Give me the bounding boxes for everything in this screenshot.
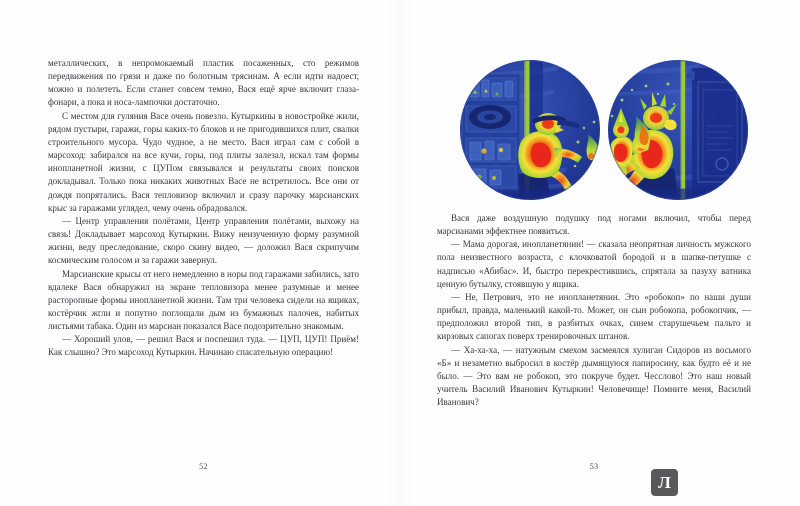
paragraph: Марсианские крысы от него немедленно в норы под гаражами забились, зато вдалеке Вася обнаружил на экране тепловизора менее разумные и менее расторопные формы инопланетной жизни. Там три человека сидели на ящиках, костёрчик жгли и попутно поглощали дым из бумажных палочек, набитых листьями табака. Один из марсиан показался Васе подозрительно знакомым. [48,268,359,332]
paragraph: — Мама дорогая, инопланетянин! — сказала неопрятная личность мужского пола неизвестного возраста, с клочковатой бородой и в шапке-петушке с надписью «Абибас». И, быстро перекрестившись, спрятала за пазуху ватника ценную бутылку, стоявшую у ящика. [437,239,751,289]
left-lens [460,56,604,204]
right-lens [604,56,748,204]
paragraph: С местом для гуляния Васе очень повезло. Кутыркины в новостройке жили, рядом пустыри, гаражи, горы каких-то блоков и не пригодившихся плит, свалки строительного мусора. Чудо чудное, а не место. Вася играл сам с собой в марсоход: забирался на все кучи, горы, под плиты залезал, искал там формы инопланетной жизни, с ЦУПом связывался и результаты своих поисков докладывал. Только пока никаких животных Васе не встретилось. Все они от дождя попрятались. Вася тепловизор включил и сразу парочку марсианских крыс за гаражами углядел, чему очень обрадовался. [48,110,359,213]
paragraph: — Центр управления полётами, Центр управления полётами, выхожу на связь! Докладывает марсоход Кутыркин. Вижу неизученную форму разумной жизни, веду преследование, скоро скину видео, — доложил Вася скрипучим космическим голосом и за гаражи завернул. [48,215,359,266]
page-number-left: 52 [199,462,208,471]
paragraph: — Хороший улов, — решил Вася и поспешил туда. — ЦУП, ЦУП! Приём! Как слышно? Это марсоход Кутыркин. Начинаю спасательную операцию! [48,334,359,358]
paragraph: — Ха-ха-ха, — натужным смехом засмеялся хулиган Сидоров из восьмого «Б» и незаметно выбросил в костёр дымящуюся папиросину, как будто её и не было. — Это вам не робокоп, это покруче будет. Чесслово! Это наш новый учитель Василий Иванович Кутыркин! Человечище! Помните меня, Василий Иванович? [437,344,751,408]
thermal-vision-illustration [460,56,748,204]
paragraph: — Не, Петрович, это не инопланетянин. Это «робокоп» по наши души прибыл, правда, маленький какой-то. Может, он сын робокопа, робокопчик, — предположил второй тип, в разбитых очках, синем старушечьем пальто и кирзовых сапогах поверх тренировочных штанов. [437,291,751,342]
paragraph: Вася даже воздушную подушку под ногами включил, чтобы перед марсианами эффектнее появиться. [437,213,751,237]
page-number-right: 53 [589,462,599,471]
paragraph: металлических, в непромокаемый пластик посаженных, сто режимов передвижения по грязи и даже по болотным трясинам. А если идти надоест, можно и полететь. Если станет совсем темно, Вася ещё ярче включит глаза-фонари, а пока и носа-лампочки достаточно. [48,58,359,108]
left-page-text-column [48,57,359,360]
publisher-logo: Л [651,469,678,496]
right-page-text-column [437,212,751,409]
